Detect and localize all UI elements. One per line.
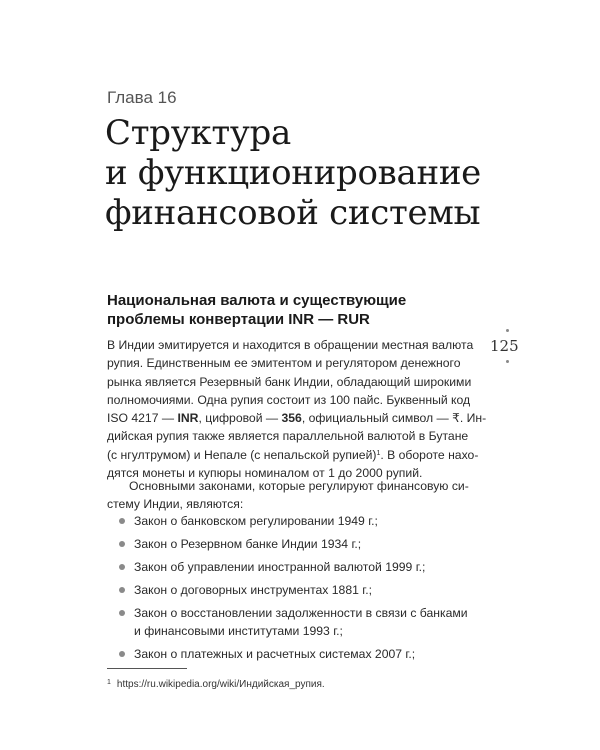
list-item — [107, 558, 487, 576]
text-line: дийская рупия также является параллельной валютой в Бутане — [107, 429, 469, 444]
text-line: Основными законами, которые регулируют финансовую си- — [129, 479, 469, 493]
section-heading-line: проблемы конвертации INR — RUR — [107, 311, 370, 328]
section-heading-line: Национальная валюта и существующие — [107, 292, 407, 309]
text-line: полномочиями. Одна рупия состоит из 100 пайс. Буквенный код — [107, 392, 471, 407]
footnote-mark: 1 — [107, 679, 111, 686]
text-run: (с нгултрумом) и Непале (с непальской рупией) — [107, 447, 377, 462]
list-item-text: Закон о договорных инструментах 1881 г.; — [134, 582, 373, 597]
chapter-title — [105, 113, 525, 233]
list-item — [107, 581, 487, 599]
paragraph-laws-intro — [107, 477, 473, 514]
list-item-text: и финансовыми институтами 1993 г.; — [134, 623, 343, 638]
footnote-link[interactable]: https://ru.wikipedia.org/wiki/Индийская_рупия. — [116, 679, 325, 690]
chapter-label: Глава 16 — [107, 88, 177, 107]
footnote — [107, 679, 325, 690]
page-number-dot-bottom — [506, 360, 509, 363]
bullet-icon — [119, 564, 125, 570]
text-line: стему Индии, являются: — [107, 497, 244, 512]
list-item — [107, 535, 487, 553]
bullet-icon — [119, 587, 125, 593]
text-run: , цифровой — — [198, 411, 282, 426]
chapter-title-line: и функционирование — [105, 153, 482, 193]
text-line: дятся монеты и купюры номиналом от 1 до 2000 рупий. — [107, 466, 423, 481]
chapter-title-line: Структура — [105, 113, 291, 153]
laws-list — [107, 512, 487, 668]
bullet-icon — [119, 610, 125, 616]
footnote-divider — [107, 668, 187, 669]
list-item-text: Закон о восстановлении задолженности в связи с банками — [134, 605, 468, 620]
text-line: В Индии эмитируется и находится в обращении местная валюта — [107, 338, 474, 352]
bullet-icon — [119, 541, 125, 547]
footnote-ref[interactable]: 1 — [376, 449, 381, 457]
list-item-text: Закон о банковском регулировании 1949 г.; — [134, 514, 378, 528]
bullet-icon — [119, 651, 125, 657]
page-number: 125 — [490, 337, 519, 355]
currency-code: INR — [177, 411, 199, 426]
text-line: рынка является Резервный банк Индии, обладающий широкими — [107, 374, 472, 389]
paragraph-currency — [107, 336, 487, 482]
chapter-title-line: финансовой системы — [105, 193, 481, 233]
list-item-text: Закон о платежных и расчетных системах 2007 г.; — [134, 646, 416, 661]
list-item — [107, 604, 487, 641]
text-line — [107, 409, 487, 427]
numeric-code: 356 — [281, 411, 302, 426]
list-item — [107, 512, 487, 530]
text-run: , официальный символ — ₹. Ин- — [301, 411, 487, 426]
bullet-icon — [119, 518, 125, 524]
list-item-text: Закон о Резервном банке Индии 1934 г.; — [134, 536, 362, 551]
text-run: . В обороте нахо- — [380, 447, 479, 462]
text-run: ISO 4217 — — [107, 411, 178, 426]
list-item-text: Закон об управлении иностранной валютой 1999 г.; — [134, 559, 426, 574]
text-line — [107, 446, 479, 464]
text-line: рупия. Единственным ее эмитентом и регулятором денежного — [107, 356, 461, 371]
list-item — [107, 645, 487, 663]
page-number-dot-top — [506, 329, 509, 332]
section-heading — [107, 291, 447, 329]
